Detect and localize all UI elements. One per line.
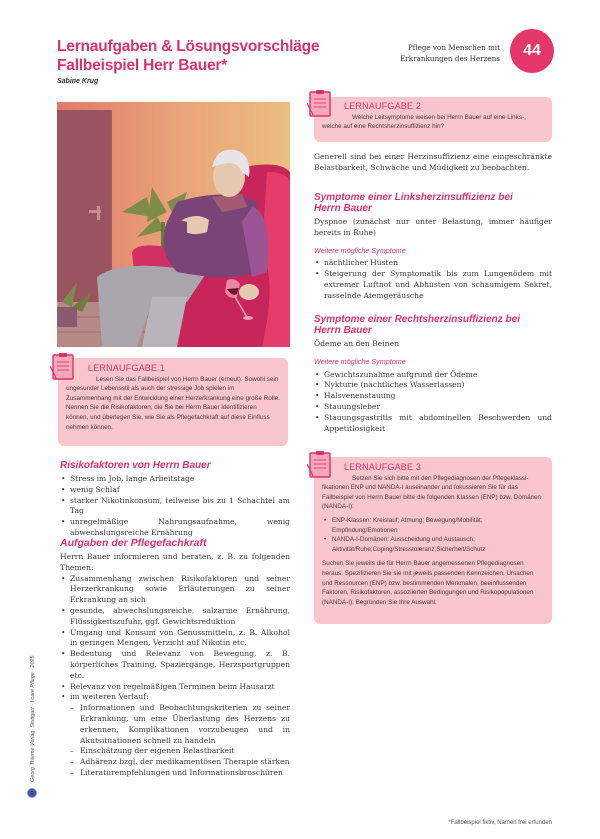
list-item: • Bedeutung und Relevanz von Bewegung, z. B. körperliches Training, Spaziergänge, Herzsportgruppen etc. [60,649,290,681]
heading-line-2: Herrn Bauer [314,203,372,214]
list-item [60,692,290,778]
general-section [314,152,552,174]
list-item: • Stress im Job, lange Arbeitstage [60,474,290,485]
heading-line-1: Symptome einer Rechtsherzinsuffizienz bei [314,314,520,325]
topic-line-2: Erkrankungen des Herzens [400,54,500,63]
right-heart-heading [314,314,552,336]
heading-line-1: Symptome einer Linksherzinsuffizienz bei [314,192,513,203]
right-heart-list [314,370,552,435]
page-title [57,37,319,75]
author-name: Sabine Krug [57,78,99,85]
list-item: • Nykturie (nächtliches Wasserlassen) [314,380,552,391]
task-box-3 [314,457,552,624]
nurse-tasks-sublist [70,703,290,779]
task-3-text-line-1: Setzen Sie sich bitte mit den Pflegediagnosen der Pflegeklassi- [352,474,529,482]
risk-factors-heading: Risikofaktoren von Herrn Bauer [60,460,211,471]
list-item: • gesunde, abwechslungsreiche, salzarme Ernährung, Flüssigkeitszufuhr, ggf. Gewichtsreduktion [60,606,290,628]
sub-list-item: – Einschätzung der eigenen Belastbarkeit [70,746,290,757]
task-2-text-line-1: Welche Leitsymptome weisen bei Herrn Bauer auf eine Links-, [352,113,526,121]
risk-factors-list [60,474,290,539]
risk-factors-section [60,460,290,539]
footnote: *Fallbeispiel fiktiv, Namen frei erfunden [448,820,552,826]
task-2-title: LERNAUFGABE 2 [344,101,422,111]
task-1-text [66,375,280,433]
chapter-number-badge: 44 [510,29,554,73]
nurse-tasks-heading: Aufgaben der Pflegefachkraft [60,537,207,549]
sub-list-item: – Informationen und Beobachtungskriterien zu seiner Erkrankung, um eine Überlastung des Herzens zu erkennen, Komplikationen vorzubeugen und in Akutsituationen schnell zu handeln [70,703,290,746]
right-heart-subheading: Weitere mögliche Symptome [314,356,406,366]
task-3-text-rest: fikationen ENP und NANDA-I auseinander und fokussieren Sie für das Fallbeispiel von Herrn Bauer bitte die folgenden Klassen (ENP) bzw. Domänen (NANDA-I): [322,484,542,511]
right-heart-lead: Ödeme an den Beinen [314,339,399,348]
clipboard-icon [307,450,334,479]
illustration-elderly-man-armchair [57,102,290,347]
title-line-2: Fallbeispiel Herr Bauer* [57,57,228,74]
list-item: • ENP-Klassen: Kreislauf; Atmung; Bewegung/Mobilität; Empfindung/Emotionen [322,516,544,535]
list-item: • NANDA-I-Domänen: Ausscheidung und Austausch; Aktivität/Ruhe;Coping/Stresstoleranz;Sicherheit/Schutz [322,535,544,554]
list-item: • Relevanz von regelmäßigen Terminen beim Hausarzt [60,682,290,693]
left-heart-heading [314,192,552,214]
list-item: • wenig Schlaf [60,485,290,496]
list-item-text: im weiteren Verlauf: [70,692,149,702]
list-item: • Gewichtszunahme aufgrund der Ödeme [314,370,552,381]
nurse-tasks-section [60,538,290,779]
list-item: • Stauungsgastritis mit abdominellen Beschwerden und Appetitlosigkeit [314,413,552,435]
right-heart-section [314,314,552,434]
chapter-topic [400,42,500,64]
left-heart-section [314,192,552,302]
list-item: • Umgang und Konsum von Genussmitteln, z. B. Alkohol in geringen Mengen, Verzicht auf Nikotin etc. [60,628,290,650]
publisher-logo-icon [27,788,37,798]
task-box-2 [314,97,552,142]
task-1-text-line-1: Lesen Sie das Fallbeispiel von Herrn Bauer (erneut). Sowohl sein [96,375,279,383]
heading-line-2: Herrn Bauer [314,325,372,336]
list-item: • unregelmäßige Nahrungsaufnahme, wenig abwechslungsreiche Ernährung [60,517,290,539]
list-item: • Halsvenenstauung [314,391,552,402]
nurse-tasks-list [60,574,290,779]
list-item: • nächtlicher Husten [314,258,552,269]
task-2-text-rest: welche auf eine Rechtsherzinsuffizienz hin? [322,123,445,131]
nurse-tasks-intro: Herrn Bauer informieren und beraten, z. B. zu folgenden Themen: [60,552,290,572]
list-item: • Zusammenhang zwischen Risikofaktoren und seiner Herzerkrankung sowie Erläuterungen zu seiner Erkrankung an sich [60,574,290,606]
task-1-title: LERNAUFGABE 1 [88,363,166,373]
list-item: • Steigerung der Symptomatik bis zum Lungenödem mit extremer Luftnot und Abhusten von schaumigem Sekret, rasselnde Atemgeräusche [314,269,552,301]
list-item: • starker Nikotinkonsum, teilweise bis zu 1 Schachtel am Tag [60,496,290,518]
task-3-title: LERNAUFGABE 3 [344,462,422,472]
sub-list-item: – Literaturempfehlungen und Informationsbroschüren [70,768,290,779]
left-heart-subheading: Weitere mögliche Symptome [314,245,406,255]
list-item: • Stauungsleber [314,402,552,413]
task-box-1 [58,358,288,446]
left-heart-list [314,258,552,301]
topic-line-1: Pflege von Menschen mit [407,43,500,52]
task-1-text-rest: ungesunder Lebensstil als auch der stressige Job spielen im Zusammenhang mit der Entwicklung einer Herzerkrankung eine große Rolle. Nennen Sie die Risikofaktoren, die Sie bei Herrn Bauer identifizieren können, und überlegen Sie, wie Sie als Pflegefachkraft auf diese Einfluss nehmen können. [66,385,280,431]
general-text: Generell sind bei einer Herzinsuffizienz eine eingeschränkte Belastbarkeit, Schwäche und Müdigkeit zu beobachten. [314,152,552,172]
side-credit: Georg Thieme Verlag, Stuttgart · I care Pflege · 2025 [30,655,36,782]
task-3-closing: Suchen Sie jeweils die für Herrn Bauer angemessenen Pflegediagnosen heraus. Spezifizieren Sie sie mit jeweils passenden Kennzeichen, Ursachen und Ressourcen (ENP) bzw. bestimmenden Merkmalen, beeinflussenden Faktoren, Risikofaktoren, assoziierten Bedingungen und Risikopopulationen (NANDA-I). Begründen Sie Ihre Auswahl. [322,560,534,606]
sub-list-item: – Adhärenz bzgl. der medikamentösen Therapie stärken [70,757,290,768]
task-3-list [322,516,544,554]
clipboard-icon [50,352,77,381]
left-heart-lead: Dyspnoe (zunächst nur unter Belastung, immer häufiger bereits in Ruhe) [314,217,552,237]
clipboard-icon [307,89,334,118]
title-line-1: Lernaufgaben & Lösungsvorschläge [57,38,320,55]
